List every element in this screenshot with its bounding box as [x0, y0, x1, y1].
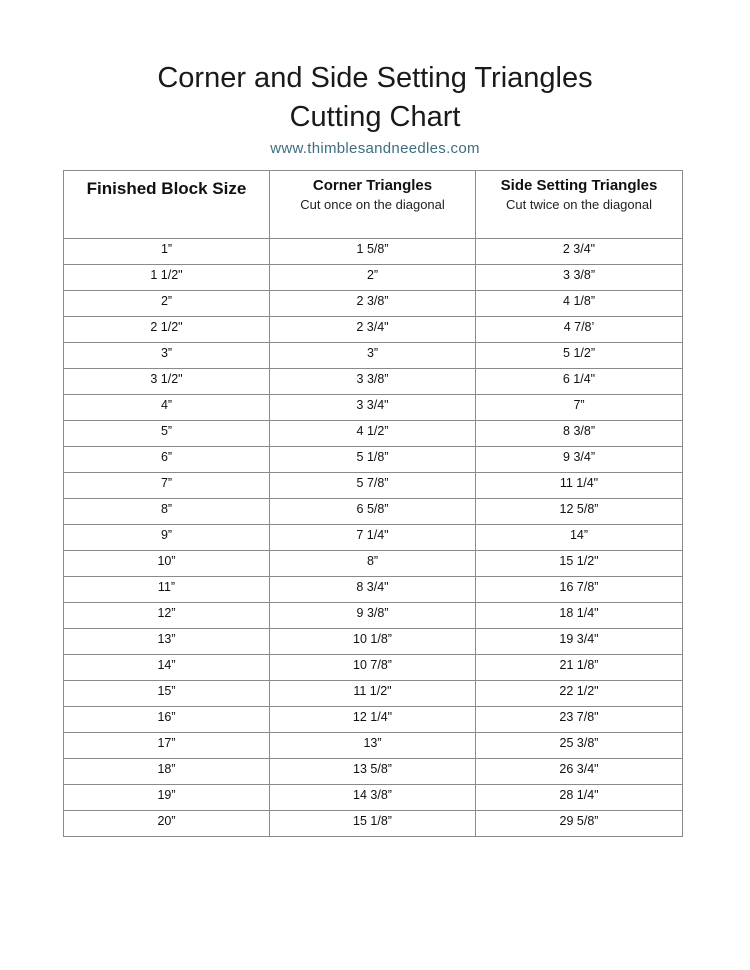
finished-size-cell: 15” — [64, 681, 270, 707]
finished-size-cell: 20” — [64, 811, 270, 837]
title-line-2: Cutting Chart — [289, 101, 461, 133]
corner-triangle-cell: 4 1/2” — [270, 421, 476, 447]
side-triangle-cell: 11 1/4" — [476, 473, 683, 499]
corner-triangle-cell: 5 7/8” — [270, 473, 476, 499]
corner-triangle-cell: 13 5/8” — [270, 759, 476, 785]
table-row — [64, 681, 683, 707]
table-row — [64, 577, 683, 603]
website-link[interactable]: www.thimblesandneedles.com — [270, 140, 480, 157]
side-triangle-cell: 21 1/8” — [476, 655, 683, 681]
side-triangle-cell: 7” — [476, 395, 683, 421]
corner-triangle-cell: 15 1/8” — [270, 811, 476, 837]
table-row — [64, 317, 683, 343]
corner-triangle-cell: 6 5/8” — [270, 499, 476, 525]
table-row — [64, 447, 683, 473]
side-triangle-cell: 4 1/8” — [476, 291, 683, 317]
table-row — [64, 343, 683, 369]
corner-triangle-cell: 11 1/2" — [270, 681, 476, 707]
side-triangle-cell: 22 1/2" — [476, 681, 683, 707]
side-triangle-cell: 19 3/4" — [476, 629, 683, 655]
finished-size-cell: 12” — [64, 603, 270, 629]
side-triangle-cell: 29 5/8” — [476, 811, 683, 837]
side-triangle-cell: 18 1/4" — [476, 603, 683, 629]
corner-triangle-cell: 2 3/4" — [270, 317, 476, 343]
header-sublabel: Cut twice on the diagonal — [506, 197, 652, 212]
table-row — [64, 785, 683, 811]
table-row — [64, 421, 683, 447]
side-triangle-cell: 8 3/8” — [476, 421, 683, 447]
finished-size-cell: 5” — [64, 421, 270, 447]
side-triangle-cell: 5 1/2” — [476, 343, 683, 369]
table-row — [64, 551, 683, 577]
corner-triangle-cell: 5 1/8” — [270, 447, 476, 473]
finished-size-cell: 16” — [64, 707, 270, 733]
corner-triangle-cell: 12 1/4" — [270, 707, 476, 733]
table-row — [64, 733, 683, 759]
side-triangle-cell: 23 7/8" — [476, 707, 683, 733]
corner-triangle-cell: 3 3/8” — [270, 369, 476, 395]
finished-size-cell: 1” — [64, 239, 270, 265]
side-triangle-cell: 25 3/8” — [476, 733, 683, 759]
side-triangle-cell: 16 7/8” — [476, 577, 683, 603]
table-row — [64, 473, 683, 499]
finished-size-cell: 18” — [64, 759, 270, 785]
corner-triangle-cell: 9 3/8” — [270, 603, 476, 629]
table-row — [64, 525, 683, 551]
finished-size-cell: 13” — [64, 629, 270, 655]
header-label: Side Setting Triangles — [500, 177, 658, 194]
corner-triangle-cell: 8 3/4" — [270, 577, 476, 603]
header-side-setting-triangles — [476, 171, 683, 239]
corner-triangle-cell: 10 1/8” — [270, 629, 476, 655]
finished-size-cell: 2” — [64, 291, 270, 317]
finished-size-cell: 8” — [64, 499, 270, 525]
table-row — [64, 369, 683, 395]
finished-size-cell: 3 1/2" — [64, 369, 270, 395]
table-row — [64, 239, 683, 265]
side-triangle-cell: 14” — [476, 525, 683, 551]
corner-triangle-cell: 1 5/8” — [270, 239, 476, 265]
finished-size-cell: 9” — [64, 525, 270, 551]
title-line-1: Corner and Side Setting Triangles — [157, 62, 593, 94]
table-row — [64, 265, 683, 291]
finished-size-cell: 14” — [64, 655, 270, 681]
header-sublabel: Cut once on the diagonal — [300, 197, 445, 212]
finished-size-cell: 17” — [64, 733, 270, 759]
side-triangle-cell: 15 1/2" — [476, 551, 683, 577]
finished-size-cell: 6” — [64, 447, 270, 473]
finished-size-cell: 2 1/2" — [64, 317, 270, 343]
corner-triangle-cell: 13” — [270, 733, 476, 759]
finished-size-cell: 19” — [64, 785, 270, 811]
table-row — [64, 655, 683, 681]
finished-size-cell: 4” — [64, 395, 270, 421]
corner-triangle-cell: 3” — [270, 343, 476, 369]
side-triangle-cell: 9 3/4” — [476, 447, 683, 473]
table-row — [64, 759, 683, 785]
table-row — [64, 499, 683, 525]
corner-triangle-cell: 8” — [270, 551, 476, 577]
table-row — [64, 395, 683, 421]
side-triangle-cell: 4 7/8’ — [476, 317, 683, 343]
header-label: Finished Block Size — [86, 179, 247, 198]
cutting-chart-table — [63, 170, 683, 837]
table-row — [64, 629, 683, 655]
table-row — [64, 811, 683, 837]
finished-size-cell: 7” — [64, 473, 270, 499]
side-triangle-cell: 26 3/4" — [476, 759, 683, 785]
corner-triangle-cell: 14 3/8” — [270, 785, 476, 811]
corner-triangle-cell: 2” — [270, 265, 476, 291]
side-triangle-cell: 2 3/4" — [476, 239, 683, 265]
finished-size-cell: 3” — [64, 343, 270, 369]
side-triangle-cell: 28 1/4" — [476, 785, 683, 811]
table-row — [64, 603, 683, 629]
header-label: Corner Triangles — [312, 177, 433, 194]
finished-size-cell: 1 1/2" — [64, 265, 270, 291]
side-triangle-cell: 6 1/4" — [476, 369, 683, 395]
side-triangle-cell: 12 5/8” — [476, 499, 683, 525]
corner-triangle-cell: 3 3/4" — [270, 395, 476, 421]
header-corner-triangles — [270, 171, 476, 239]
header-finished-block-size — [64, 171, 270, 239]
table-row — [64, 707, 683, 733]
corner-triangle-cell: 10 7/8” — [270, 655, 476, 681]
header-row — [64, 171, 683, 239]
finished-size-cell: 11” — [64, 577, 270, 603]
finished-size-cell: 10” — [64, 551, 270, 577]
corner-triangle-cell: 2 3/8” — [270, 291, 476, 317]
side-triangle-cell: 3 3/8” — [476, 265, 683, 291]
corner-triangle-cell: 7 1/4" — [270, 525, 476, 551]
table-row — [64, 291, 683, 317]
